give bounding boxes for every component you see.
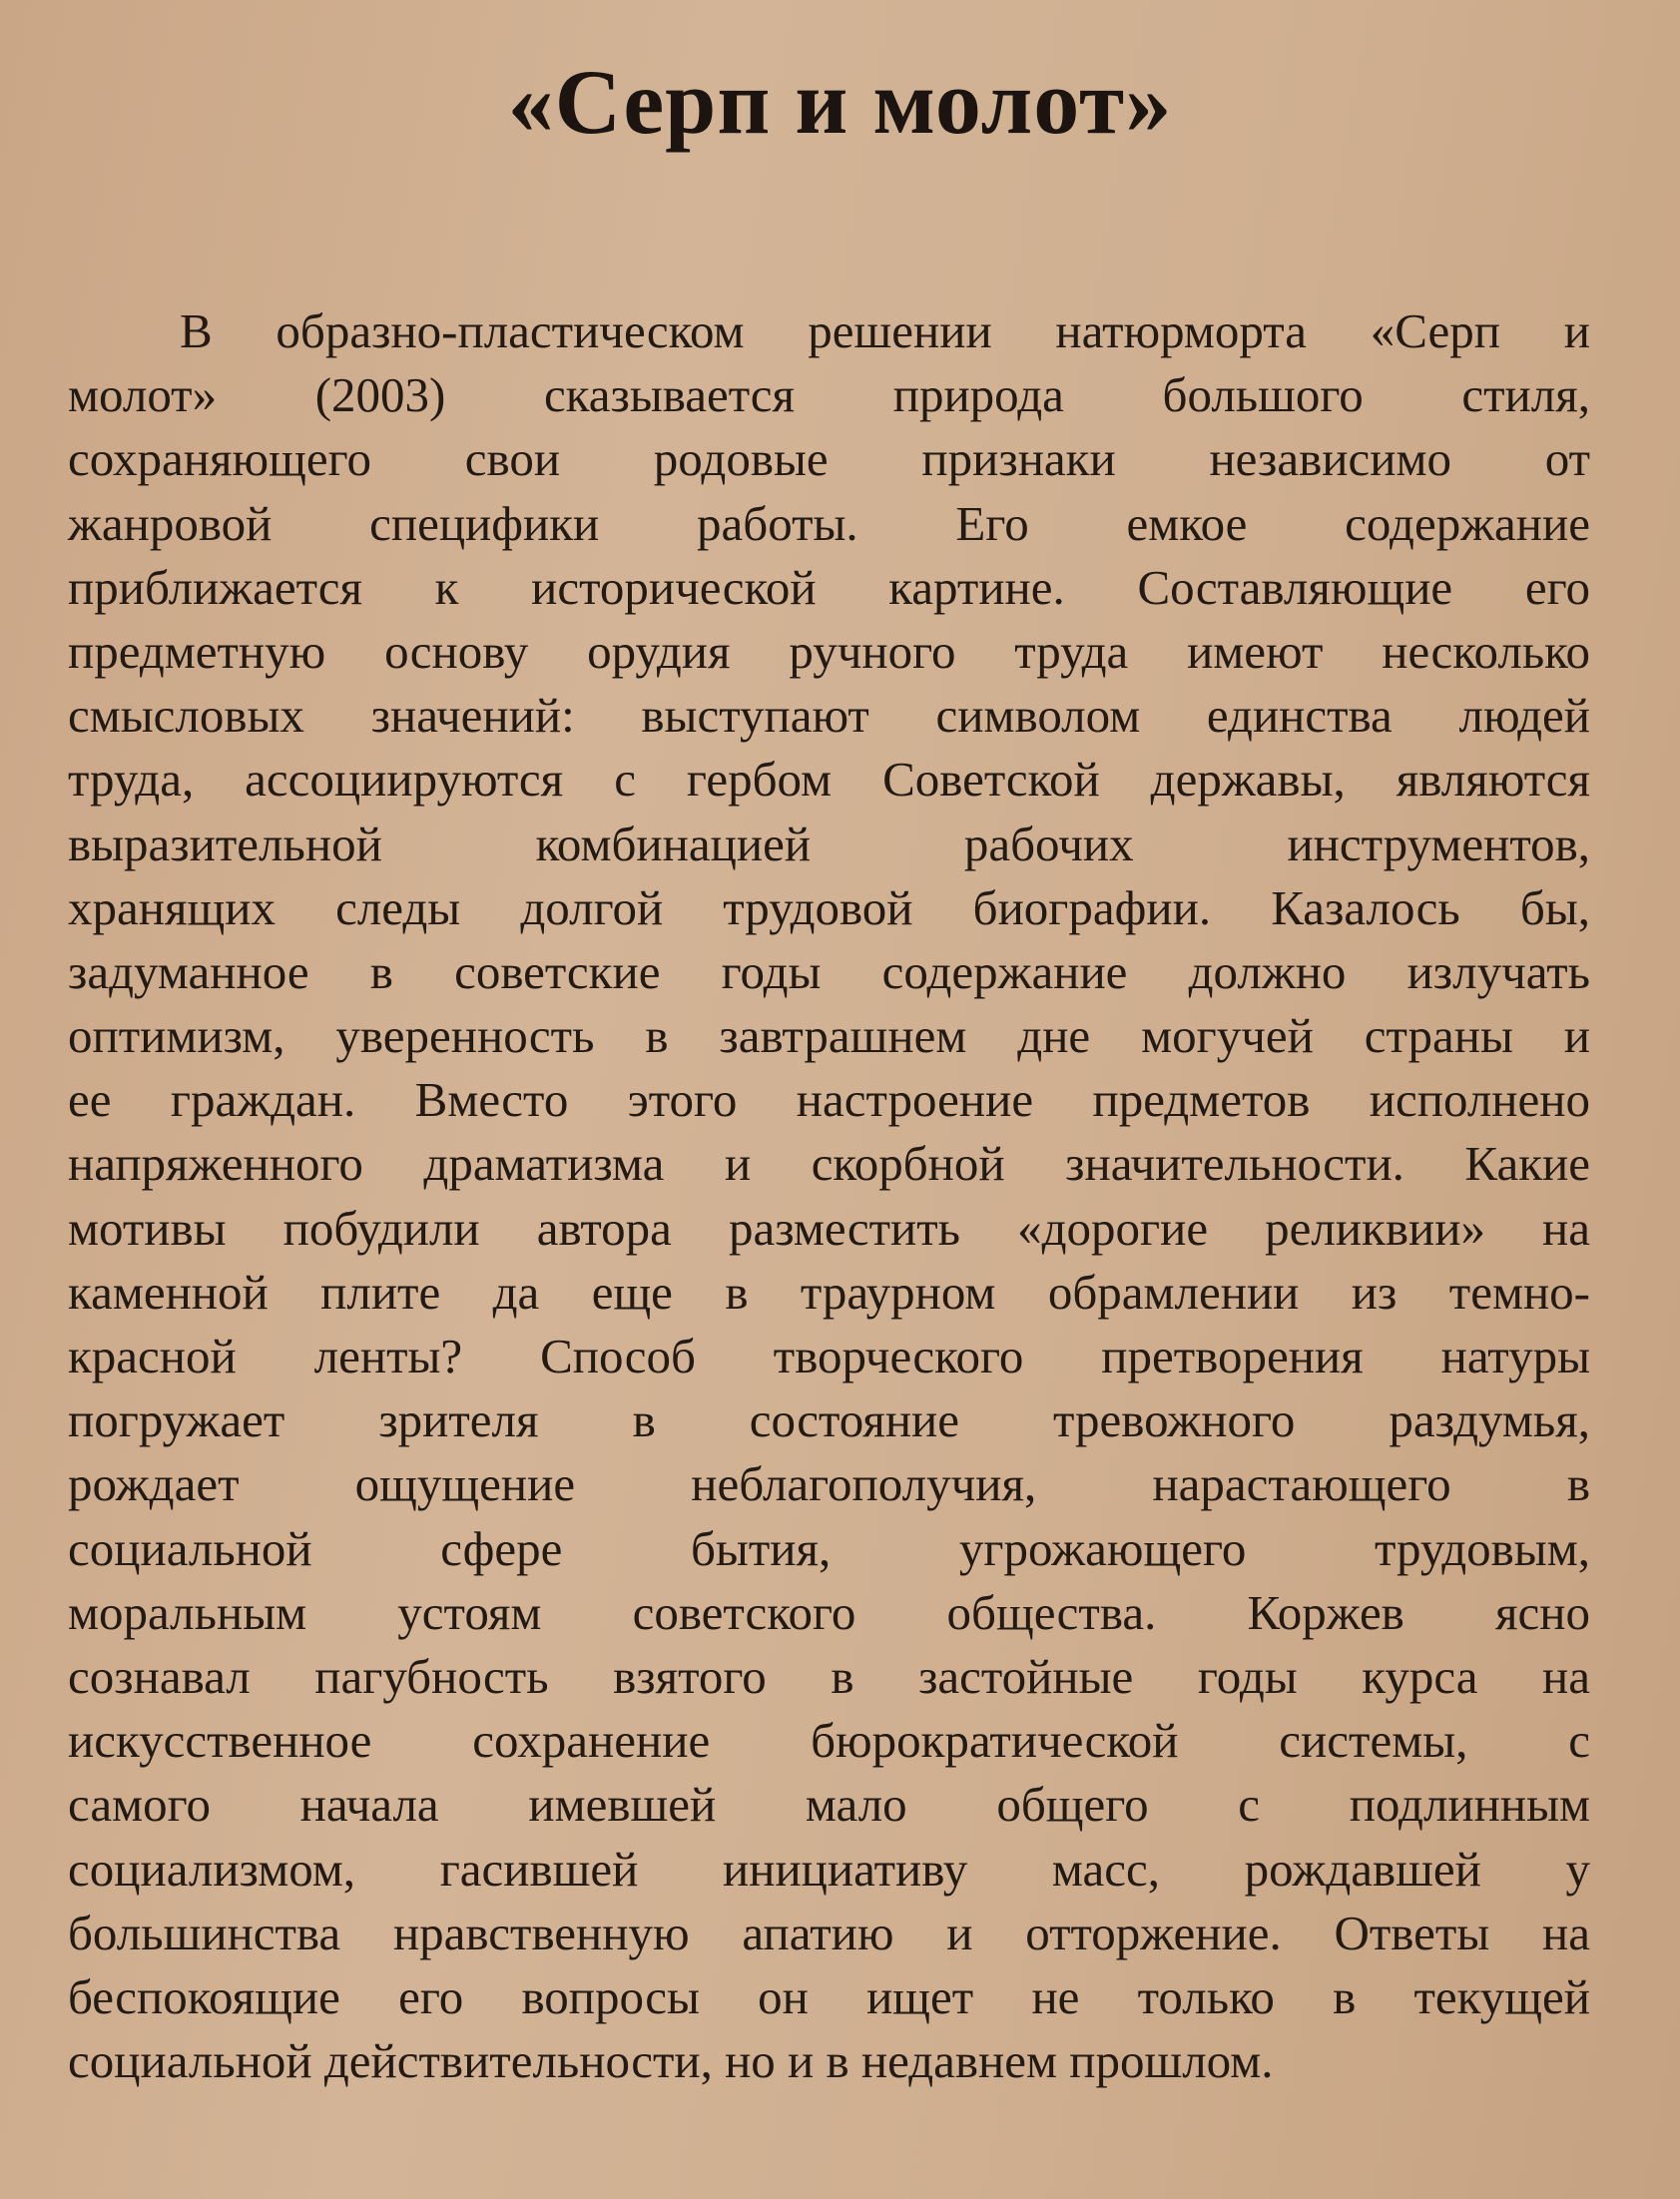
page-title: «Серп и молот» xyxy=(507,51,1173,153)
paragraph-line: искусственное сохранение бюрократической системы, с xyxy=(68,1713,1590,1769)
paragraph-line: моральным устоям советского общества. Коржев ясно xyxy=(68,1584,1590,1640)
paragraph-line: погружает зрителя в состояние тревожного раздумья, xyxy=(68,1392,1590,1448)
paragraph-line: смысловых значений: выступают символом единства людей xyxy=(68,688,1590,744)
paragraph-line: выразительной комбинацией рабочих инструментов, xyxy=(68,816,1590,871)
paragraph-line: мотивы побудили автора разместить «дорогие реликвии» на xyxy=(68,1200,1590,1256)
paragraph-line: труда, ассоциируются с гербом Советской державы, являются xyxy=(68,752,1590,808)
paragraph-line: молот» (2003) сказывается природа большого стиля, xyxy=(68,367,1590,423)
paragraph-line: социальной сфере бытия, угрожающего трудовым, xyxy=(68,1520,1590,1576)
paragraph-line: сознавал пагубность взятого в застойные годы курса на xyxy=(68,1648,1590,1704)
paragraph-line: В образно-пластическом решении натюрморта «Серп и xyxy=(180,303,1590,358)
paragraph-line: большинства нравственную апатию и отторжение. Ответы на xyxy=(68,1905,1590,1960)
paragraph-line: приближается к исторической картине. Составляющие его xyxy=(68,559,1590,615)
body-paragraph xyxy=(68,299,1590,2093)
paragraph-line: хранящих следы долгой трудовой биографии. Казалось бы, xyxy=(68,879,1590,935)
paragraph-line: рождает ощущение неблагополучия, нарастающего в xyxy=(68,1456,1590,1512)
paragraph-line: самого начала имевшей мало общего с подлинным xyxy=(68,1777,1590,1833)
paragraph-line: сохраняющего свои родовые признаки независимо от xyxy=(68,431,1590,487)
paragraph-line: беспокоящие его вопросы он ищет не только в текущей xyxy=(68,1968,1590,2024)
paragraph-line: социализмом, гасившей инициативу масс, рождавшей у xyxy=(68,1841,1590,1897)
paragraph-line: жанровой специфики работы. Его емкое содержание xyxy=(68,495,1590,551)
paragraph-line: задуманное в советские годы содержание должно излучать xyxy=(68,943,1590,999)
paragraph-line: каменной плите да еще в траурном обрамлении из темно- xyxy=(68,1264,1590,1320)
paragraph-line: напряженного драматизма и скорбной значительности. Какие xyxy=(68,1136,1590,1192)
paragraph-line: оптимизм, уверенность в завтрашнем дне могучей страны и xyxy=(68,1008,1590,1064)
paragraph-line: ее граждан. Вместо этого настроение предметов исполнено xyxy=(68,1072,1590,1128)
paragraph-line: социальной действительности, но и в недавнем прошлом. xyxy=(68,2033,1274,2089)
paragraph-line: красной ленты? Способ творческого претворения натуры xyxy=(68,1329,1590,1383)
paragraph-line: предметную основу орудия ручного труда имеют несколько xyxy=(68,623,1590,679)
